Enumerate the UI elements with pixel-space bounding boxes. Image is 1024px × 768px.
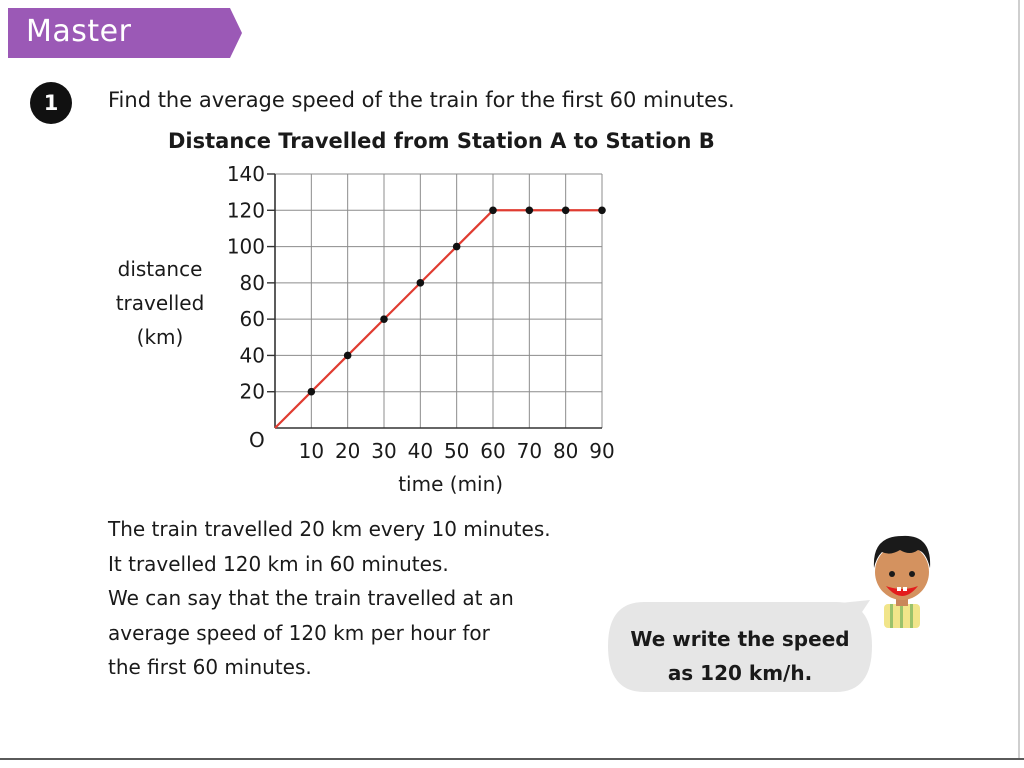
x-tick-label: 80 [552, 439, 579, 463]
boy-character-icon [862, 530, 942, 630]
origin-label: O [249, 428, 265, 452]
x-tick-label: 50 [443, 439, 470, 463]
x-tick-label: 60 [480, 439, 506, 463]
x-tick-label: 20 [334, 439, 361, 463]
y-tick-label: 40 [239, 343, 265, 368]
page-bottom-border [0, 758, 1024, 760]
speech-bubble-line: as 120 km/h. [667, 661, 813, 685]
chart-title: Distance Travelled from Station A to Station B [168, 129, 715, 153]
y-tick-label: 80 [239, 270, 265, 295]
explanation-line: The train travelled 20 km every 10 minutes. [108, 517, 551, 541]
y-tick-label: 60 [239, 307, 265, 332]
speech-bubble-line: We write the speed [630, 627, 850, 651]
data-point [562, 206, 570, 214]
y-axis-label-line: (km) [136, 325, 184, 349]
question-number-badge: 1 [30, 82, 72, 124]
x-tick-label: 70 [516, 439, 543, 463]
question-text: Find the average speed of the train for the first 60 minutes. [108, 88, 735, 112]
data-point [489, 206, 497, 214]
x-tick-label: 90 [589, 439, 615, 463]
data-point [526, 206, 534, 214]
explanation-line: It travelled 120 km in 60 minutes. [108, 551, 449, 576]
x-tick-label: 30 [371, 439, 397, 463]
chart-axes [275, 174, 602, 428]
data-point [598, 206, 606, 214]
x-axis-label: time (min) [398, 472, 504, 496]
y-tick-label: 140 [226, 162, 265, 186]
explanation-line: the first 60 minutes. [108, 655, 312, 679]
y-tick-label: 100 [226, 234, 265, 259]
y-tick-label: 20 [239, 379, 265, 404]
x-tick-label: 40 [407, 439, 434, 463]
explanation-line: average speed of 120 km per hour for [108, 620, 490, 645]
explanation-text [108, 512, 551, 685]
chart-grid [275, 174, 602, 428]
banner-title: Master [26, 14, 132, 49]
page-edge [1018, 0, 1020, 760]
y-tick-label: 120 [226, 198, 265, 223]
explanation-line: We can say that the train travelled at an [108, 586, 514, 610]
data-point [308, 388, 316, 396]
x-tick-label: 10 [298, 439, 325, 463]
data-point [380, 315, 388, 323]
data-point [344, 352, 352, 360]
chart-series [275, 206, 606, 428]
data-point [453, 243, 461, 251]
y-axis-label-line: distance [117, 257, 203, 281]
speech-bubble-text [606, 622, 874, 690]
data-point [417, 279, 425, 287]
y-axis-label-line: travelled [115, 291, 205, 315]
